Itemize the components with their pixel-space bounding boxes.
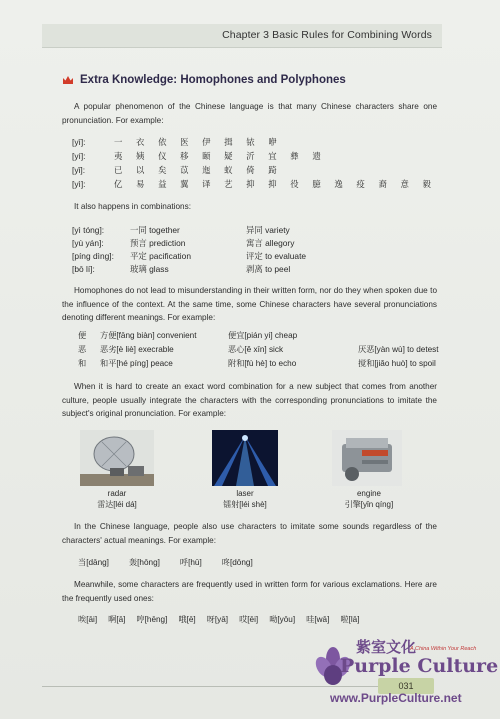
word-b: 寓言 allegory [246, 238, 295, 248]
chapter-title: Chapter 3 Basic Rules for Combining Words [222, 29, 432, 41]
radar-image [80, 430, 154, 486]
exclamation-word: 哼[hēnɡ] [136, 615, 168, 624]
pinyin-label: [yù yán]: [72, 238, 104, 248]
loanword-paragraph: When it is hard to create an exact word combination for a new subject that comes from another culture, people usually integrate the characters with the corresponding pronunciations to imitate the subject's original pronunciation. For example: [62, 382, 437, 418]
homophones-context-paragraph: Homophones do not lead to misunderstanding in their written form, nor do they when spoken due to the influence of the context. At the same time, some Chinese characters have several pronunciations denoting different meanings. For example: [62, 286, 437, 322]
reading-b: 便宜[pián yi] cheap [228, 331, 298, 340]
exclamation-word: 啦[lā] [340, 615, 360, 624]
word-b: 剥离 to peel [246, 264, 291, 274]
engine-label-en: engine [356, 489, 382, 498]
word-a: 平定 pacification [130, 251, 191, 261]
pinyin-label: [bō lí]: [72, 264, 95, 274]
sound-word: 轰[hōnɡ] [128, 558, 160, 567]
word-a: 玻璃 glass [130, 264, 169, 274]
engine-caption [322, 488, 416, 510]
radar-caption [70, 488, 164, 510]
word-b: 异同 variety [246, 225, 290, 235]
intro-paragraph: A popular phenomenon of the Chinese language is that many Chinese characters share one pronunciation. For example: [62, 102, 437, 125]
word-a: 预言 prediction [130, 238, 186, 248]
sound-word: 呼[hū] [179, 558, 202, 567]
pinyin-label: [yì tóng]: [72, 225, 105, 235]
polyphone-char: 便 [78, 331, 87, 340]
watermark-brand: Purple Culture [340, 655, 499, 677]
exclamation-word: 哎[ēi] [239, 615, 259, 624]
page-number: 031 [378, 678, 434, 694]
polyphone-row [78, 344, 439, 356]
watermark-tagline: A China Within Your Reach [410, 646, 477, 652]
polyphone-row [78, 330, 358, 342]
combinations-intro: It also happens in combinations: [74, 202, 191, 211]
laser-image [212, 430, 278, 486]
pinyin-label: [yī]: [72, 137, 86, 147]
reading-c: 搅和[jiǎo huò] to spoil [358, 359, 436, 368]
watermark-cn: 紫室文化 [356, 638, 417, 656]
pinyin-label: [yí]: [72, 151, 86, 161]
radar-label-en: radar [107, 489, 127, 498]
word-b: 评定 to evaluate [246, 251, 307, 261]
homophone-row [72, 178, 436, 190]
reading-a: 恶劣[è liè] execrable [100, 345, 174, 354]
reading-a: 和平[hé píng] peace [100, 359, 173, 368]
exclamation-word: 唉[āi] [78, 615, 98, 624]
engine-label-cn: 引擎[yǐn qínɡ] [344, 500, 394, 509]
radar-label-cn: 雷达[léi dá] [97, 500, 137, 509]
onomatopoeia-paragraph: In the Chinese language, people also use characters to imitate some sounds regardless of the characters' actual meanings. For example: [62, 522, 437, 545]
exclamation-word: 哦[ē] [178, 615, 196, 624]
word-a: 一同 together [130, 225, 180, 235]
sound-words [78, 557, 253, 568]
polyphone-char: 和 [78, 359, 87, 368]
section-title: Extra Knowledge: Homophones and Polyphones [80, 74, 346, 86]
exclamation-word: 啊[ā] [108, 615, 126, 624]
pinyin-label: [píng dìng]: [72, 251, 114, 261]
pinyin-label: [yì]: [72, 179, 86, 189]
homophone-row [72, 136, 282, 148]
laser-label-en: laser [236, 489, 254, 498]
exclamations-paragraph: Meanwhile, some characters are frequently used in written form for various exclamations. Here are the frequently used ones: [62, 580, 437, 603]
exclamation-word: 呦[yōu] [269, 615, 296, 624]
laser-caption [198, 488, 292, 510]
combination-row [72, 263, 290, 275]
pinyin-label: [yǐ]: [72, 165, 86, 175]
sound-word: 当[dānɡ] [78, 558, 109, 567]
reading-b: 恶心[ě xīn] sick [228, 345, 284, 354]
combination-row [72, 224, 290, 236]
combination-row [72, 237, 294, 249]
character-list: 亿 易 益 翼 译 艺 抑 抑 役 臆 逸 疫 裔 意 毅 [114, 179, 437, 189]
polyphone-row [78, 358, 436, 370]
character-list: 夷 姨 仪 移 颐 疑 沂 宜 彝 遗 [114, 151, 327, 161]
character-list: 已 以 矣 苡 迤 蚁 倚 踦 [114, 165, 283, 175]
sound-word: 咚[dōnɡ] [221, 558, 253, 567]
polyphone-char: 恶 [78, 345, 87, 354]
watermark-url: www.PurpleCulture.net [330, 691, 462, 705]
character-list: 一 衣 依 医 伊 揖 铱 咿 [114, 137, 283, 147]
engine-image [332, 430, 402, 486]
reading-a: 方便[fāng biàn] convenient [100, 331, 197, 340]
exclamation-word: 哇[wā] [306, 615, 330, 624]
reading-b: 附和[fù hè] to echo [228, 359, 297, 368]
exclamation-word: 呀[yā] [206, 615, 229, 624]
section-heading [62, 74, 346, 86]
homophone-row [72, 150, 326, 162]
homophone-row [72, 164, 282, 176]
crown-icon [62, 75, 74, 85]
combination-row [72, 250, 306, 262]
reading-c: 厌恶[yàn wù] to detest [358, 345, 439, 354]
exclamation-words [78, 614, 359, 625]
laser-label-cn: 镭射[léi shè] [223, 500, 267, 509]
